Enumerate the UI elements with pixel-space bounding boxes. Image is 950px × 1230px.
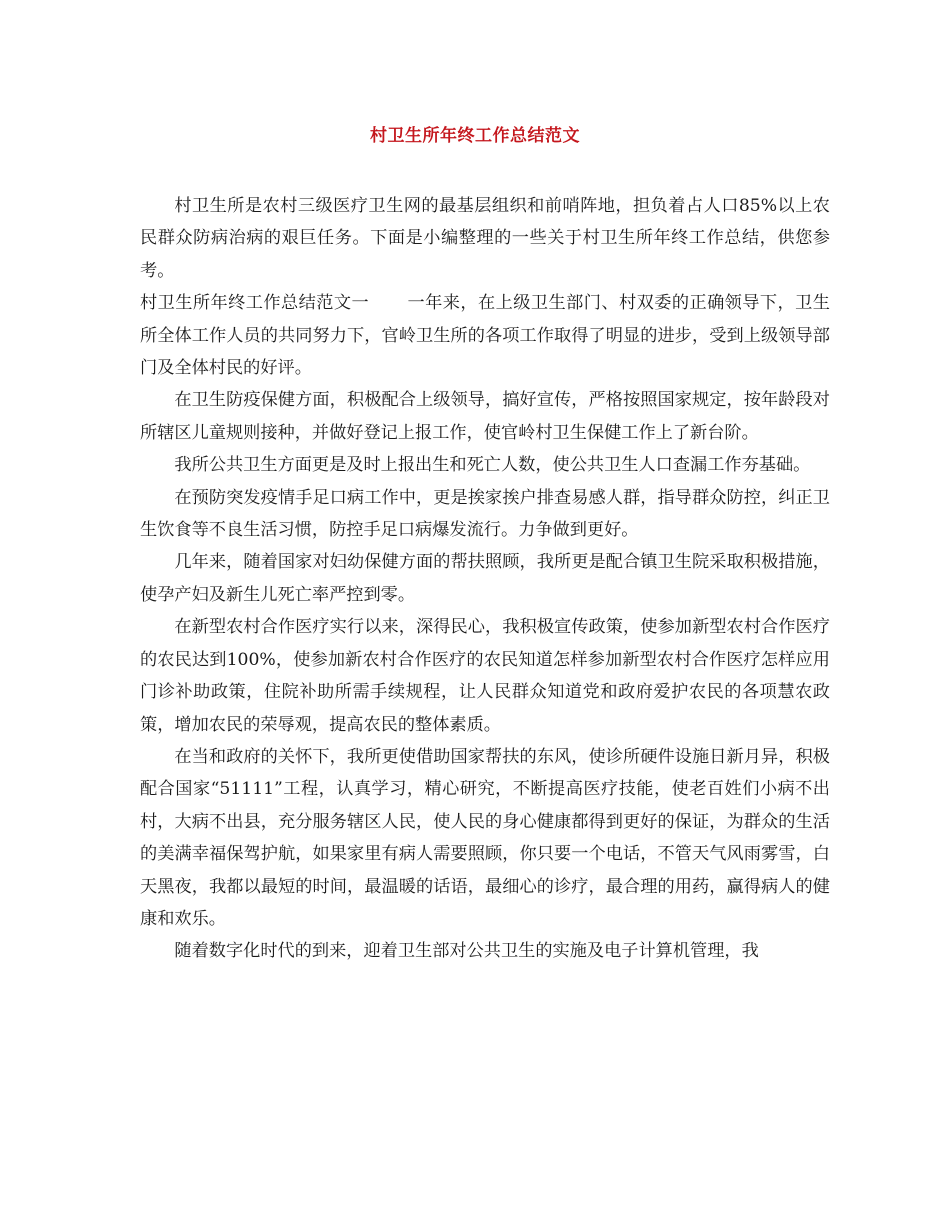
body-paragraph: 随着数字化时代的到来，迎着卫生部对公共卫生的实施及电子计算机管理，我 <box>174 941 759 962</box>
body-paragraph: 在当和政府的关怀下，我所更使借助国家帮扶的东风，使诊所硬件设施日新月异，积极配合国家“51111”工程，认真学习，精心研究，不断提高医疗技能，使老百姓们小病不出村，大病不出县，充分服务辖区人民，使人民的身心健康都得到更好的保证，为群众的生活的美满幸福保驾护航，如果家里有病人需要照顾，你只要一个电话，不管天气风雨雾雪，白天黑夜，我都以最短的时间，最温暖的话语，最细心的诊疗，最合理的用药，赢得病人的健康和欢乐。 <box>140 746 830 929</box>
body-paragraph: 在预防突发疫情手足口病工作中，更是挨家挨户排查易感人群，指导群众防控，纠正卫生饮食等不良生活习惯，防控手足口病爆发流行。力争做到更好。 <box>140 487 830 541</box>
body-paragraph: 几年来，随着国家对妇幼保健方面的帮扶照顾，我所更是配合镇卫生院采取积极措施，使孕产妇及新生儿死亡率严控到零。 <box>140 552 830 605</box>
body-paragraph: 我所公共卫生方面更是及时上报出生和死亡人数，使公共卫生人口查漏工作夯基础。 <box>174 455 811 476</box>
body-paragraph: 在卫生防疫保健方面，积极配合上级领导，搞好宣传，严格按照国家规定，按年龄段对所辖区儿童规则接种，并做好登记上报工作，使官岭村卫生保健工作上了新台阶。 <box>140 390 830 443</box>
document-title: 村卫生所年终工作总结范文 <box>370 126 580 146</box>
section-heading: 村卫生所年终工作总结范文一 <box>140 293 370 314</box>
section-first-paragraph <box>140 287 830 384</box>
document-body <box>140 190 830 968</box>
intro-paragraph: 村卫生所是农村三级医疗卫生网的最基层组织和前哨阵地，担负着占人口85%以上农民群众防病治病的艰巨任务。下面是小编整理的一些关于村卫生所年终工作总结，供您参考。 <box>140 196 830 281</box>
body-paragraph: 在新型农村合作医疗实行以来，深得民心，我积极宣传政策，使参加新型农村合作医疗的农民达到100%，使参加新农村合作医疗的农民知道怎样参加新型农村合作医疗怎样应用门诊补助政策，住院补助所需手续规程，让人民群众知道党和政府爱护农民的各项慧农政策，增加农民的荣辱观，提高农民的整体素质。 <box>140 617 830 735</box>
section-first-text: 一年来，在上级卫生部门、村双委的正确领导下，卫生所全体工作人员的共同努力下，官岭卫生所的各项工作取得了明显的进步，受到上级领导部门及全体村民的好评。 <box>140 293 830 379</box>
